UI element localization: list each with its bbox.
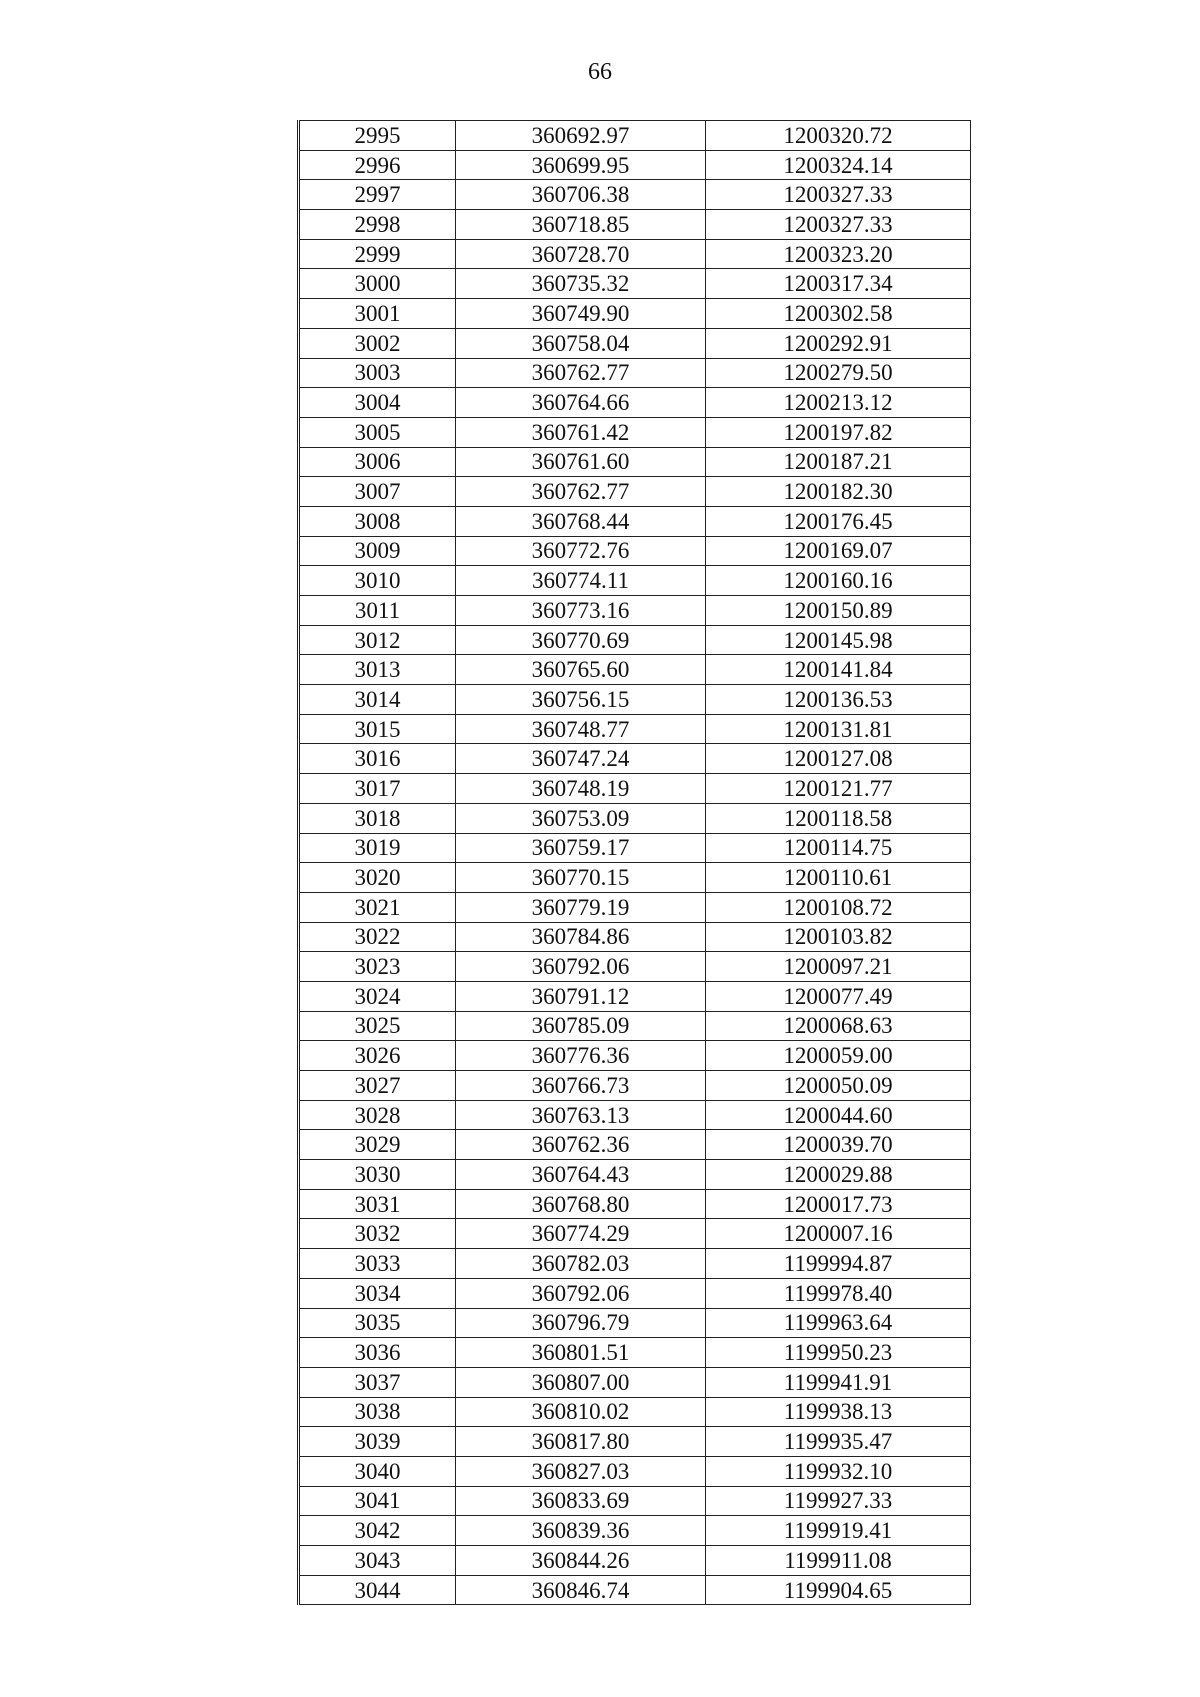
table-row bbox=[299, 1100, 971, 1130]
table-row bbox=[299, 1189, 971, 1219]
y-coordinate-cell: 1199932.10 bbox=[706, 1456, 971, 1486]
x-coordinate-cell: 360774.11 bbox=[456, 566, 706, 596]
y-coordinate-cell: 1200324.14 bbox=[706, 150, 971, 180]
point-number-cell: 3021 bbox=[299, 892, 456, 922]
x-coordinate-cell: 360807.00 bbox=[456, 1367, 706, 1397]
table-row bbox=[299, 417, 971, 447]
y-coordinate-cell: 1200108.72 bbox=[706, 892, 971, 922]
table-row bbox=[299, 239, 971, 269]
point-number-cell: 3012 bbox=[299, 625, 456, 655]
table-row bbox=[299, 1486, 971, 1516]
x-coordinate-cell: 360747.24 bbox=[456, 744, 706, 774]
y-coordinate-cell: 1200110.61 bbox=[706, 863, 971, 893]
point-number-cell: 3020 bbox=[299, 863, 456, 893]
x-coordinate-cell: 360770.15 bbox=[456, 863, 706, 893]
y-coordinate-cell: 1199950.23 bbox=[706, 1338, 971, 1368]
y-coordinate-cell: 1200320.72 bbox=[706, 121, 971, 151]
table-row bbox=[299, 803, 971, 833]
x-coordinate-cell: 360762.77 bbox=[456, 477, 706, 507]
table-row bbox=[299, 1160, 971, 1190]
x-coordinate-cell: 360801.51 bbox=[456, 1338, 706, 1368]
table-row bbox=[299, 121, 971, 151]
y-coordinate-cell: 1199911.08 bbox=[706, 1546, 971, 1576]
x-coordinate-cell: 360764.43 bbox=[456, 1160, 706, 1190]
point-number-cell: 3004 bbox=[299, 388, 456, 418]
table-row bbox=[299, 328, 971, 358]
x-coordinate-cell: 360833.69 bbox=[456, 1486, 706, 1516]
y-coordinate-cell: 1200187.21 bbox=[706, 447, 971, 477]
y-coordinate-cell: 1200029.88 bbox=[706, 1160, 971, 1190]
y-coordinate-cell: 1200169.07 bbox=[706, 536, 971, 566]
x-coordinate-cell: 360761.42 bbox=[456, 417, 706, 447]
point-number-cell: 3022 bbox=[299, 922, 456, 952]
table-row bbox=[299, 1546, 971, 1576]
table-row bbox=[299, 1397, 971, 1427]
table-row bbox=[299, 922, 971, 952]
table-row bbox=[299, 1219, 971, 1249]
point-number-cell: 3007 bbox=[299, 477, 456, 507]
point-number-cell: 3029 bbox=[299, 1130, 456, 1160]
y-coordinate-cell: 1200127.08 bbox=[706, 744, 971, 774]
x-coordinate-cell: 360779.19 bbox=[456, 892, 706, 922]
table-row bbox=[299, 744, 971, 774]
point-number-cell: 3008 bbox=[299, 506, 456, 536]
y-coordinate-cell: 1199904.65 bbox=[706, 1575, 971, 1605]
x-coordinate-cell: 360827.03 bbox=[456, 1456, 706, 1486]
y-coordinate-cell: 1200017.73 bbox=[706, 1189, 971, 1219]
x-coordinate-cell: 360758.04 bbox=[456, 328, 706, 358]
y-coordinate-cell: 1200292.91 bbox=[706, 328, 971, 358]
point-number-cell: 3038 bbox=[299, 1397, 456, 1427]
table-row bbox=[299, 1278, 971, 1308]
y-coordinate-cell: 1200279.50 bbox=[706, 358, 971, 388]
point-number-cell: 3024 bbox=[299, 981, 456, 1011]
x-coordinate-cell: 360768.80 bbox=[456, 1189, 706, 1219]
table-row bbox=[299, 774, 971, 804]
table-row bbox=[299, 1516, 971, 1546]
x-coordinate-cell: 360764.66 bbox=[456, 388, 706, 418]
point-number-cell: 3030 bbox=[299, 1160, 456, 1190]
x-coordinate-cell: 360749.90 bbox=[456, 299, 706, 329]
point-number-cell: 3003 bbox=[299, 358, 456, 388]
point-number-cell: 3041 bbox=[299, 1486, 456, 1516]
y-coordinate-cell: 1199919.41 bbox=[706, 1516, 971, 1546]
y-coordinate-cell: 1200150.89 bbox=[706, 596, 971, 626]
point-number-cell: 3019 bbox=[299, 833, 456, 863]
y-coordinate-cell: 1200136.53 bbox=[706, 685, 971, 715]
x-coordinate-cell: 360792.06 bbox=[456, 1278, 706, 1308]
x-coordinate-cell: 360761.60 bbox=[456, 447, 706, 477]
table-row bbox=[299, 596, 971, 626]
y-coordinate-cell: 1200118.58 bbox=[706, 803, 971, 833]
x-coordinate-cell: 360728.70 bbox=[456, 239, 706, 269]
table-row bbox=[299, 358, 971, 388]
x-coordinate-cell: 360748.77 bbox=[456, 714, 706, 744]
table-row bbox=[299, 1338, 971, 1368]
y-coordinate-cell: 1200007.16 bbox=[706, 1219, 971, 1249]
y-coordinate-cell: 1200323.20 bbox=[706, 239, 971, 269]
table-row bbox=[299, 1071, 971, 1101]
x-coordinate-cell: 360776.36 bbox=[456, 1041, 706, 1071]
y-coordinate-cell: 1200302.58 bbox=[706, 299, 971, 329]
x-coordinate-cell: 360770.69 bbox=[456, 625, 706, 655]
y-coordinate-cell: 1200068.63 bbox=[706, 1011, 971, 1041]
point-number-cell: 3001 bbox=[299, 299, 456, 329]
y-coordinate-cell: 1199938.13 bbox=[706, 1397, 971, 1427]
table-row bbox=[299, 1367, 971, 1397]
x-coordinate-cell: 360844.26 bbox=[456, 1546, 706, 1576]
point-number-cell: 2995 bbox=[299, 121, 456, 151]
point-number-cell: 3000 bbox=[299, 269, 456, 299]
point-number-cell: 3028 bbox=[299, 1100, 456, 1130]
y-coordinate-cell: 1200044.60 bbox=[706, 1100, 971, 1130]
page-number: 66 bbox=[588, 59, 612, 85]
table-row bbox=[299, 477, 971, 507]
x-coordinate-cell: 360735.32 bbox=[456, 269, 706, 299]
table-row bbox=[299, 863, 971, 893]
x-coordinate-cell: 360796.79 bbox=[456, 1308, 706, 1338]
point-number-cell: 3035 bbox=[299, 1308, 456, 1338]
table-row bbox=[299, 536, 971, 566]
x-coordinate-cell: 360762.36 bbox=[456, 1130, 706, 1160]
y-coordinate-cell: 1200145.98 bbox=[706, 625, 971, 655]
y-coordinate-cell: 1200197.82 bbox=[706, 417, 971, 447]
point-number-cell: 3036 bbox=[299, 1338, 456, 1368]
y-coordinate-cell: 1199941.91 bbox=[706, 1367, 971, 1397]
y-coordinate-cell: 1200160.16 bbox=[706, 566, 971, 596]
x-coordinate-cell: 360762.77 bbox=[456, 358, 706, 388]
y-coordinate-cell: 1199935.47 bbox=[706, 1427, 971, 1457]
y-coordinate-cell: 1199927.33 bbox=[706, 1486, 971, 1516]
point-number-cell: 3026 bbox=[299, 1041, 456, 1071]
x-coordinate-cell: 360810.02 bbox=[456, 1397, 706, 1427]
point-number-cell: 3017 bbox=[299, 774, 456, 804]
x-coordinate-cell: 360773.16 bbox=[456, 596, 706, 626]
y-coordinate-cell: 1199994.87 bbox=[706, 1249, 971, 1279]
y-coordinate-cell: 1200097.21 bbox=[706, 952, 971, 982]
y-coordinate-cell: 1200327.33 bbox=[706, 180, 971, 210]
x-coordinate-cell: 360718.85 bbox=[456, 210, 706, 240]
x-coordinate-cell: 360753.09 bbox=[456, 803, 706, 833]
y-coordinate-cell: 1199978.40 bbox=[706, 1278, 971, 1308]
point-number-cell: 3042 bbox=[299, 1516, 456, 1546]
y-coordinate-cell: 1200213.12 bbox=[706, 388, 971, 418]
table-row bbox=[299, 210, 971, 240]
x-coordinate-cell: 360774.29 bbox=[456, 1219, 706, 1249]
table-row bbox=[299, 447, 971, 477]
point-number-cell: 3013 bbox=[299, 655, 456, 685]
y-coordinate-cell: 1200121.77 bbox=[706, 774, 971, 804]
x-coordinate-cell: 360784.86 bbox=[456, 922, 706, 952]
y-coordinate-cell: 1200114.75 bbox=[706, 833, 971, 863]
y-coordinate-cell: 1200059.00 bbox=[706, 1041, 971, 1071]
point-number-cell: 3040 bbox=[299, 1456, 456, 1486]
point-number-cell: 3010 bbox=[299, 566, 456, 596]
x-coordinate-cell: 360846.74 bbox=[456, 1575, 706, 1605]
y-coordinate-cell: 1200077.49 bbox=[706, 981, 971, 1011]
x-coordinate-cell: 360791.12 bbox=[456, 981, 706, 1011]
table-row bbox=[299, 269, 971, 299]
x-coordinate-cell: 360756.15 bbox=[456, 685, 706, 715]
point-number-cell: 3009 bbox=[299, 536, 456, 566]
table-row bbox=[299, 1575, 971, 1605]
table-row bbox=[299, 981, 971, 1011]
table-row bbox=[299, 892, 971, 922]
table-row bbox=[299, 1041, 971, 1071]
table-row bbox=[299, 714, 971, 744]
point-number-cell: 2996 bbox=[299, 150, 456, 180]
y-coordinate-cell: 1200182.30 bbox=[706, 477, 971, 507]
point-number-cell: 3011 bbox=[299, 596, 456, 626]
table-row bbox=[299, 625, 971, 655]
table-row bbox=[299, 1011, 971, 1041]
point-number-cell: 3043 bbox=[299, 1546, 456, 1576]
x-coordinate-cell: 360706.38 bbox=[456, 180, 706, 210]
y-coordinate-cell: 1200176.45 bbox=[706, 506, 971, 536]
y-coordinate-cell: 1200317.34 bbox=[706, 269, 971, 299]
table-row bbox=[299, 1130, 971, 1160]
point-number-cell: 3002 bbox=[299, 328, 456, 358]
point-number-cell: 3006 bbox=[299, 447, 456, 477]
table-row bbox=[299, 506, 971, 536]
point-number-cell: 3027 bbox=[299, 1071, 456, 1101]
y-coordinate-cell: 1199963.64 bbox=[706, 1308, 971, 1338]
point-number-cell: 2997 bbox=[299, 180, 456, 210]
point-number-cell: 3018 bbox=[299, 803, 456, 833]
point-number-cell: 3037 bbox=[299, 1367, 456, 1397]
table-row bbox=[299, 685, 971, 715]
y-coordinate-cell: 1200131.81 bbox=[706, 714, 971, 744]
x-coordinate-cell: 360792.06 bbox=[456, 952, 706, 982]
point-number-cell: 3015 bbox=[299, 714, 456, 744]
table-row bbox=[299, 299, 971, 329]
x-coordinate-cell: 360766.73 bbox=[456, 1071, 706, 1101]
x-coordinate-cell: 360699.95 bbox=[456, 150, 706, 180]
table-row bbox=[299, 952, 971, 982]
x-coordinate-cell: 360765.60 bbox=[456, 655, 706, 685]
x-coordinate-cell: 360785.09 bbox=[456, 1011, 706, 1041]
table-row bbox=[299, 1308, 971, 1338]
point-number-cell: 3031 bbox=[299, 1189, 456, 1219]
y-coordinate-cell: 1200103.82 bbox=[706, 922, 971, 952]
x-coordinate-cell: 360748.19 bbox=[456, 774, 706, 804]
point-number-cell: 3034 bbox=[299, 1278, 456, 1308]
x-coordinate-cell: 360817.80 bbox=[456, 1427, 706, 1457]
table-row bbox=[299, 833, 971, 863]
point-number-cell: 3033 bbox=[299, 1249, 456, 1279]
table-row bbox=[299, 1249, 971, 1279]
table-row bbox=[299, 1456, 971, 1486]
point-number-cell: 3023 bbox=[299, 952, 456, 982]
coordinates-table bbox=[297, 120, 971, 1605]
point-number-cell: 3039 bbox=[299, 1427, 456, 1457]
table-row bbox=[299, 180, 971, 210]
x-coordinate-cell: 360759.17 bbox=[456, 833, 706, 863]
y-coordinate-cell: 1200141.84 bbox=[706, 655, 971, 685]
table-row bbox=[299, 566, 971, 596]
x-coordinate-cell: 360692.97 bbox=[456, 121, 706, 151]
x-coordinate-cell: 360772.76 bbox=[456, 536, 706, 566]
x-coordinate-cell: 360782.03 bbox=[456, 1249, 706, 1279]
point-number-cell: 3005 bbox=[299, 417, 456, 447]
point-number-cell: 3014 bbox=[299, 685, 456, 715]
point-number-cell: 3044 bbox=[299, 1575, 456, 1605]
point-number-cell: 3016 bbox=[299, 744, 456, 774]
table-row bbox=[299, 1427, 971, 1457]
table-row bbox=[299, 150, 971, 180]
table-row bbox=[299, 388, 971, 418]
coordinates-table-body bbox=[299, 121, 971, 1605]
x-coordinate-cell: 360763.13 bbox=[456, 1100, 706, 1130]
y-coordinate-cell: 1200039.70 bbox=[706, 1130, 971, 1160]
point-number-cell: 2999 bbox=[299, 239, 456, 269]
x-coordinate-cell: 360839.36 bbox=[456, 1516, 706, 1546]
point-number-cell: 3025 bbox=[299, 1011, 456, 1041]
y-coordinate-cell: 1200327.33 bbox=[706, 210, 971, 240]
point-number-cell: 3032 bbox=[299, 1219, 456, 1249]
y-coordinate-cell: 1200050.09 bbox=[706, 1071, 971, 1101]
table-row bbox=[299, 655, 971, 685]
point-number-cell: 2998 bbox=[299, 210, 456, 240]
x-coordinate-cell: 360768.44 bbox=[456, 506, 706, 536]
